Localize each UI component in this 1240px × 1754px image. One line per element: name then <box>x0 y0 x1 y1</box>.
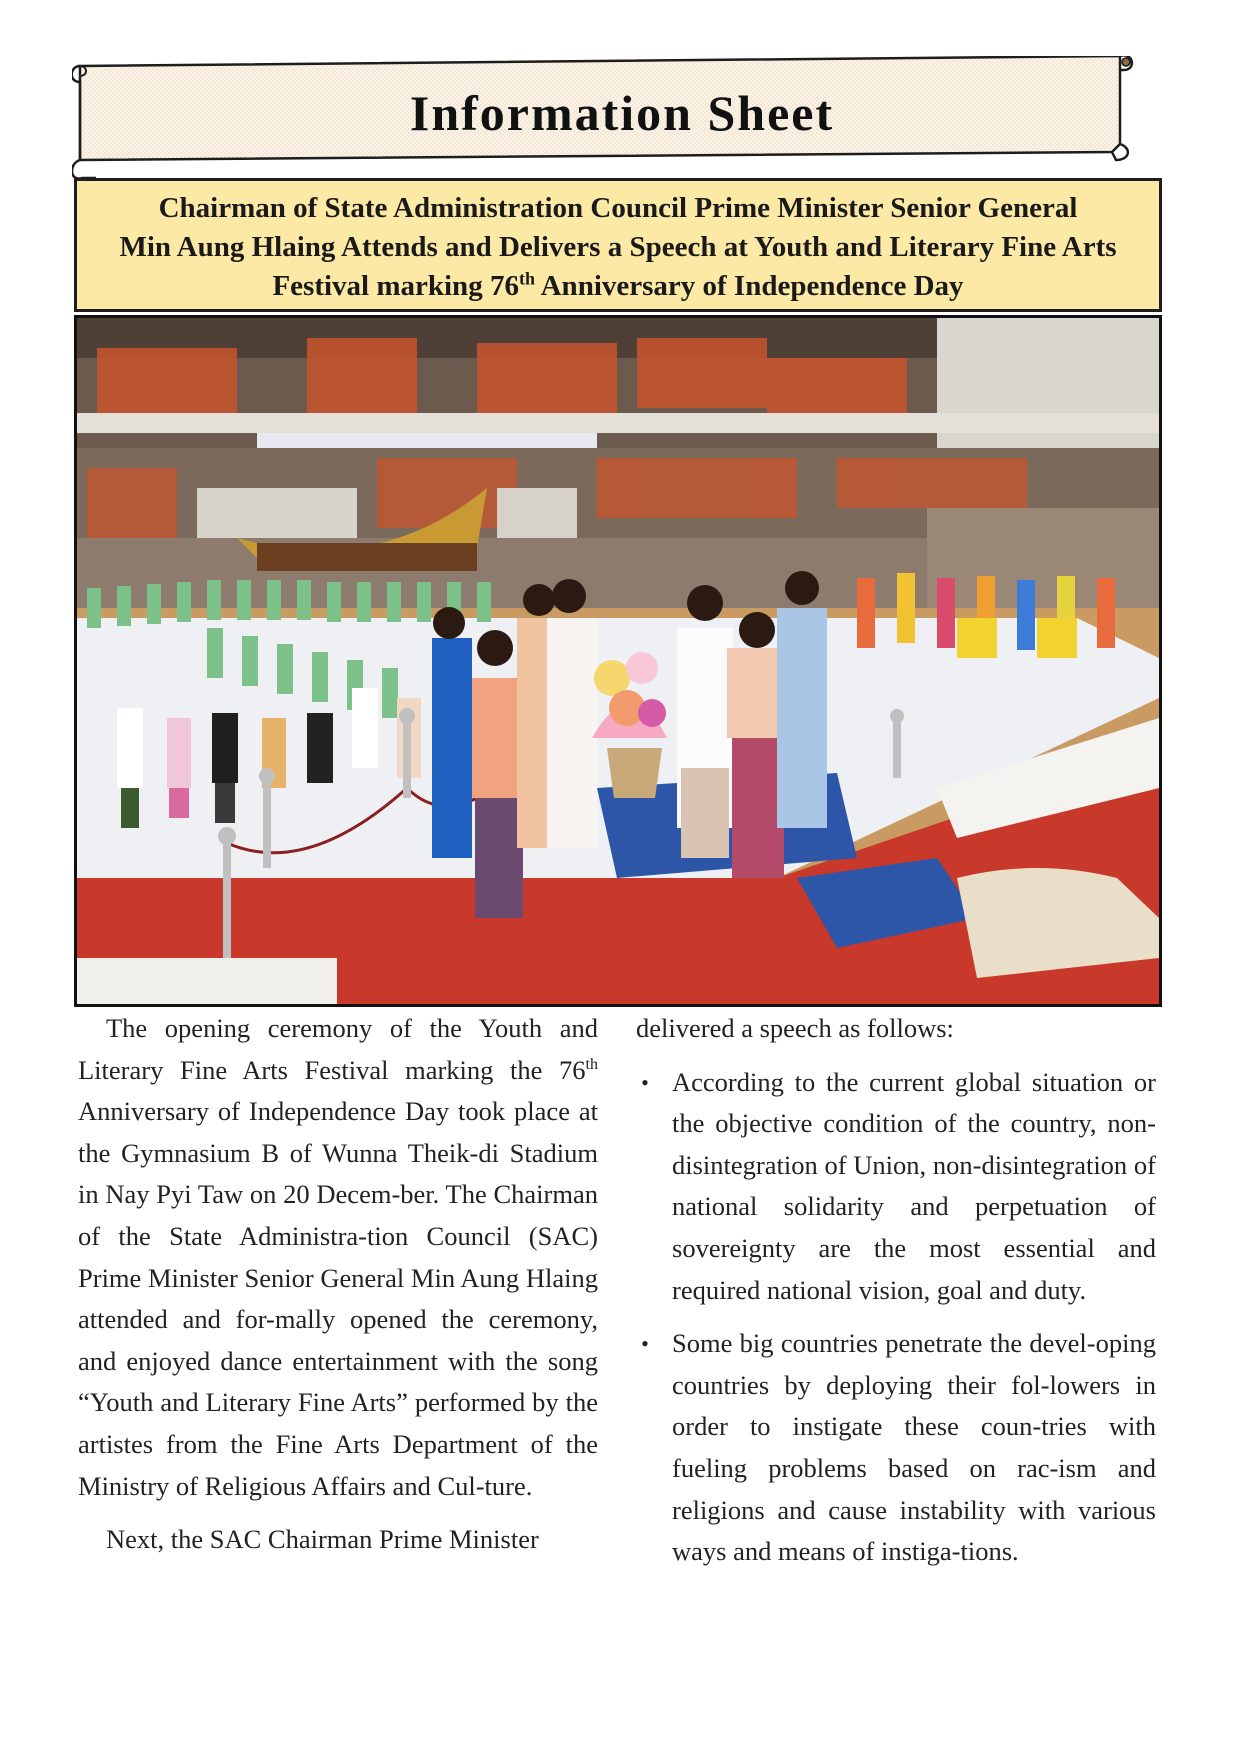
paragraph-1-text: The opening ceremony of the Youth and Literary Fine Arts Festival marking the 76 <box>78 1013 598 1085</box>
scroll-banner <box>72 56 1172 182</box>
speech-bullet-list <box>636 1062 1156 1573</box>
body-paragraph-2: Next, the SAC Chairman Prime Minister <box>106 1524 539 1555</box>
speech-bullet-item <box>636 1323 1156 1573</box>
ceremony-photo-icon <box>77 318 1159 1004</box>
body-paragraph-1 <box>78 1008 598 1507</box>
headline-box <box>74 178 1162 312</box>
headline-line-1: Chairman of State Administration Council Prime Minister Senior General <box>158 192 1078 224</box>
speech-bullet-text: Some big countries penetrate the devel-oping countries by deploying their fol-lowers in order to instigate these coun-tries with fueling problems based on rac-ism and religions and cause instability with various ways and means of instiga-tions. <box>672 1328 1156 1567</box>
body-column-left <box>78 1008 598 1561</box>
headline-line-2: Min Aung Hlaing Attends and Delivers a Speech at Youth and Literary Fine Arts <box>119 231 1117 263</box>
body-column-right <box>636 1008 1156 1585</box>
bullet-icon: • <box>641 1331 649 1357</box>
headline-line-3-text: Festival marking 76 <box>272 270 519 302</box>
ceremony-photo <box>74 315 1162 1007</box>
headline-line-3 <box>77 267 1159 306</box>
paragraph-1-ordinal-suffix: th <box>585 1055 598 1073</box>
headline-line-3-tail: Anniversary of Independence Day <box>534 270 964 302</box>
bullet-icon: • <box>641 1069 649 1095</box>
headline-ordinal-suffix: th <box>518 268 535 289</box>
speech-bullet-text: According to the current global situation or the objective condition of the country, non-disintegration of Union, non-disintegration of national solidarity and perpetuation of sovereignty are the most essential and required national vision, goal and duty. <box>672 1066 1156 1305</box>
page-title: Information Sheet <box>409 85 835 141</box>
speech-bullet-item <box>636 1062 1156 1312</box>
paragraph-1-tail: Anniversary of Independence Day took place at the Gymnasium B of Wunna Theik-di Stadium in Nay Pyi Taw on 20 Decem-ber. The Chairman of the State Administra-tion Council (SAC) Prime Minister Senior General Min Aung Hlaing attended and for-mally opened the ceremony, and enjoyed dance entertainment with the song “Youth and Literary Fine Arts” performed by the artistes from the Fine Arts Department of the Ministry of Religious Affairs and Cul-ture. <box>78 1096 598 1501</box>
speech-lead-in: delivered a speech as follows: <box>636 1013 954 1043</box>
